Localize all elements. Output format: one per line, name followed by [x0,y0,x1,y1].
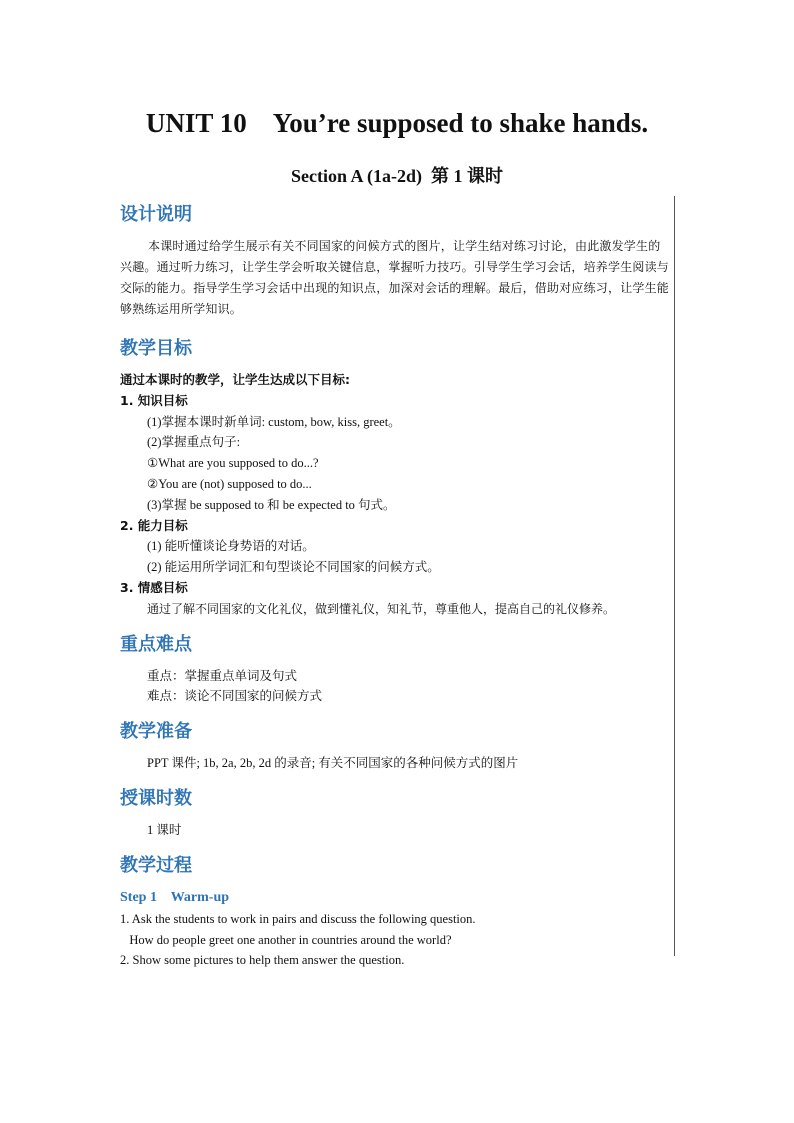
goals-intro: 通过本课时的教学，让学生达成以下目标: [120,372,350,387]
knowledge-goal-title: 1. 知识目标 [120,392,188,408]
goals-heading: 教学目标 [120,338,192,359]
keypoints-heading: 重点难点 [120,633,192,655]
step1-item: How do people greet one another in countries around the world? [120,932,452,947]
hours-text: 1 课时 [147,822,182,837]
step1-item: 1. Ask the students to work in pairs and discuss the following question. [120,911,476,926]
step1-title: Step 1 Warm-up [120,889,230,905]
design-paragraph: 本课时通过给学生展示有关不同国家的问候方式的图片，让学生结对练习讨论，由此激发学生的兴趣。通过听力练习，让学生学会听取关键信息，掌握听力技巧。引导学生学习会话，培养学生阅读与交际的能力。指导学生学习会话中出现的知识点，加深对会话的理解。最后，借助对应练习，让学生能够熟练运用所学知识。 [120,239,670,316]
emotion-goal-text: 通过了解不同国家的文化礼仪，做到懂礼仪，知礼节，尊重他人，提高自己的礼仪修养。 [147,601,616,616]
knowledge-item: (3)掌握 be supposed to 和 be expected to 句式。 [147,497,396,512]
prep-heading: 教学准备 [120,721,192,743]
section-subtitle: Section A (1a-2d) 第 1 课时 [290,166,503,186]
keypoint-item: 难点：谈论不同国家的问候方式 [147,689,323,704]
content-body [120,202,672,971]
emotion-goal-title: 3. 情感目标 [120,579,188,595]
ability-item: (1) 能听懂谈论身势语的对话。 [147,539,315,554]
design-heading: 设计说明 [120,204,192,225]
process-heading: 教学过程 [120,854,192,876]
knowledge-item: (2)掌握重点句子: [147,435,241,450]
knowledge-item: ①What are you supposed to do...? [147,456,319,471]
step1-item: 2. Show some pictures to help them answer the question. [120,953,405,968]
margin-rule [674,196,675,956]
hours-heading: 授课时数 [120,787,192,809]
unit-title: UNIT 10 You’re supposed to shake hands. [145,108,649,138]
prep-text: PPT 课件; 1b, 2a, 2b, 2d 的录音; 有关不同国家的各种问候方式的图片 [147,756,519,771]
keypoint-item: 重点：掌握重点单词及句式 [147,668,298,683]
ability-item: (2) 能运用所学词汇和句型谈论不同国家的问候方式。 [147,560,440,575]
knowledge-item: ②You are (not) supposed to do... [147,476,312,491]
knowledge-item: (1)掌握本课时新单词: custom, bow, kiss, greet。 [147,414,401,429]
ability-goal-title: 2. 能力目标 [120,517,188,533]
